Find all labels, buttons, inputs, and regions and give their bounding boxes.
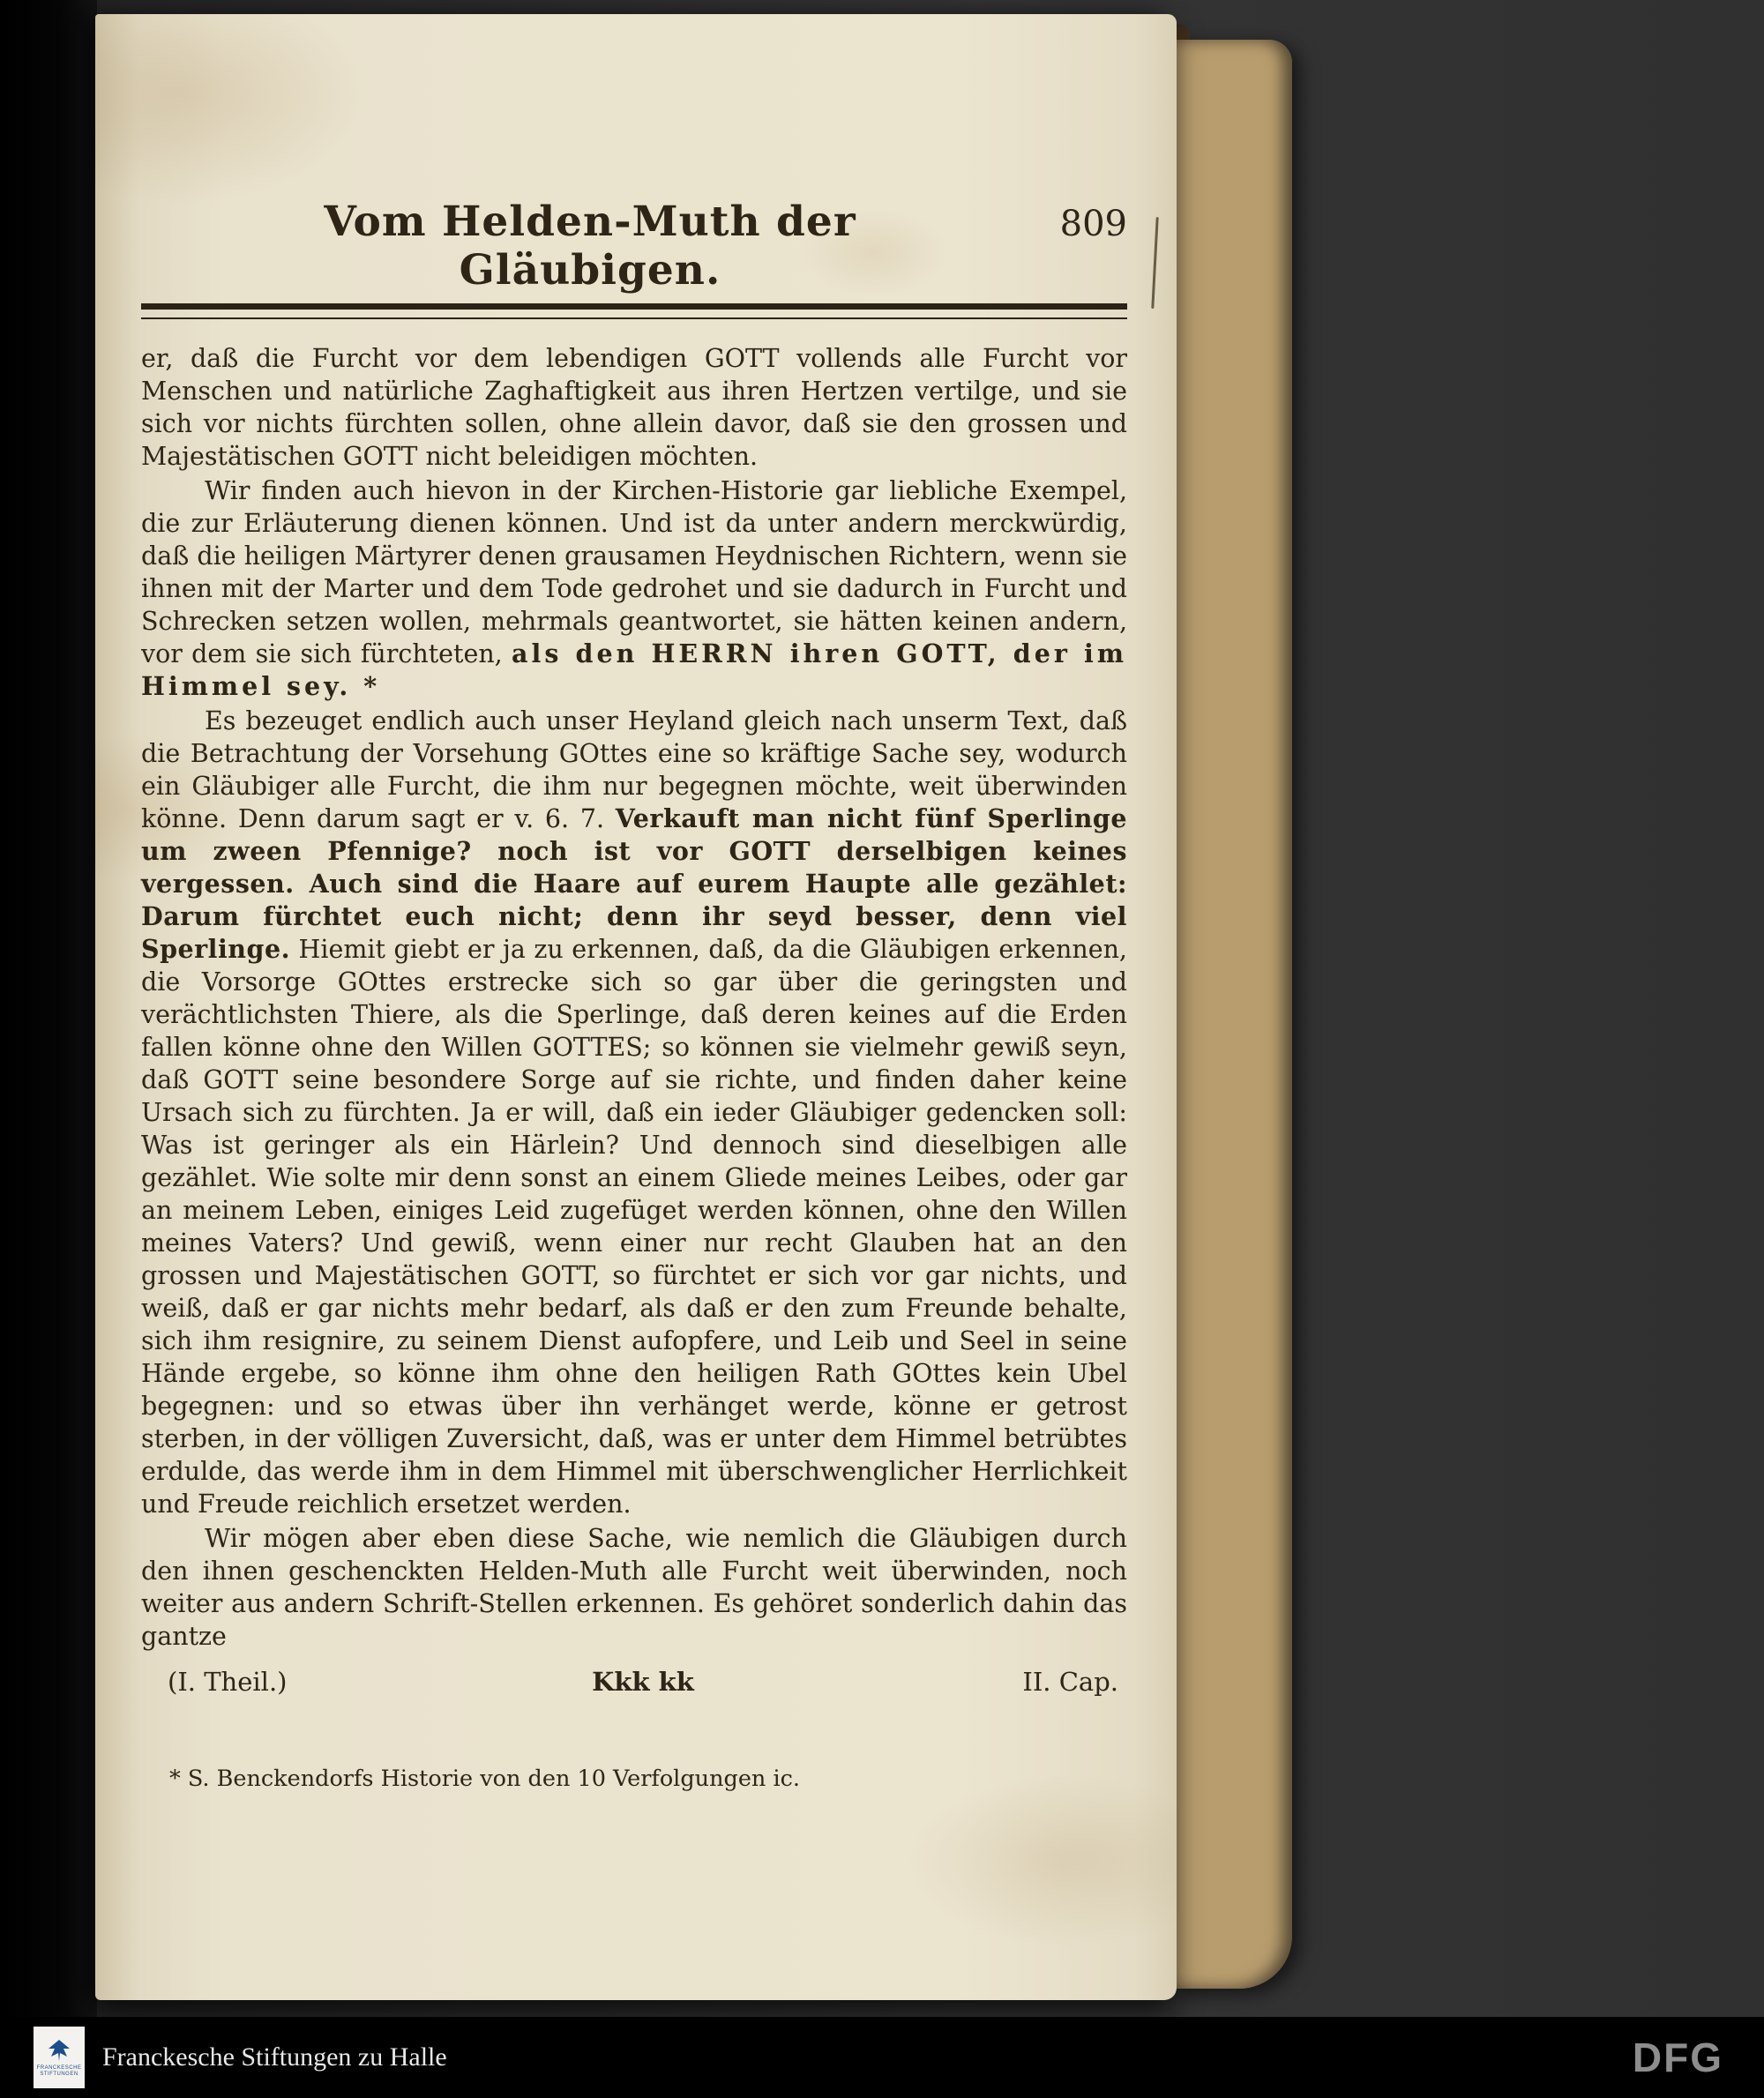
paragraph-2: [141, 474, 1127, 703]
chapter-label: II. Cap.: [1022, 1667, 1118, 1697]
margin-ink-mark: [1151, 217, 1158, 309]
paragraph-3: [141, 705, 1127, 1520]
book-page: [95, 14, 1177, 2000]
logo-caption: FRANCKESCHE STIFTUNGEN: [36, 2065, 82, 2077]
paragraph-4-text: Wir mögen aber eben diese Sache, wie nemlich die Gläubigen durch den ihnen geschenckten Helden-Muth alle Furcht weit überwinden, noch weiter aus andern Schrift-Stellen erkennen. Es gehöret sonderlich dahin das gantze: [141, 1524, 1127, 1651]
page-fore-edge: [1169, 40, 1292, 1989]
body-text: [141, 342, 1127, 1653]
paragraph-3-text-a: Es bezeuget endlich auch unser Heyland gleich nach unserm Text, daß die Betrachtung der Vorsehung GOttes eine so kräftige Sache sey, wodurch ein Gläubiger alle Furcht, die ihm nur begegnen möchte, weit überwinden könne. Denn darum sagt er v. 6. 7.: [141, 706, 1127, 833]
paragraph-3-scripture-quote: Verkauft man nicht fünf Sperlinge um zween Pfennige? noch ist vor GOTT derselbigen keines vergessen. Auch sind die Haare auf eurem Haupte alle gezählet: Darum fürchtet euch nicht; denn ihr seyd besser, denn viel Sperlinge.: [141, 803, 1127, 964]
running-header: [141, 198, 1127, 295]
page-content: [141, 198, 1127, 1792]
paragraph-3-text-b: Hiemit giebt er ja zu erkennen, daß, da die Gläubigen erkennen, die Vorsorge GOttes erstrecke sich so gar über die geringsten und verächtlichsten Thiere, als die Sperlinge, daß deren keines auf die Erden fallen könne ohne den Willen GOTTES; so können sie vielmehr gewiß seyn, daß GOTT seine besondere Sorge auf sie richte, und finden daher keine Ursach sich zu fürchten. Ja er will, daß ein ieder Gläubiger gedencken soll: Was ist geringer als ein Härlein? Und dennoch sind dieselbigen alle gezählet. Wie solte mir denn sonst an einem Gliede meines Leibes, oder gar an meinem Leben, einiges Leid zugefüget werden können, ohne den Willen meines Vaters? Und gewiß, wenn einer nur recht Glauben hat an den grossen und Majestätischen GOTT, so fürchtet er sich vor gar nichts, und weiß, daß er gar nichts mehr bedarf, als daß er den zum Freunde behalte, sich ihm resignire, zu seinem Dienst aufopfere, und Leib und Seel in seine Hände ergebe, so könne ihm ohne den heiligen Rath GOttes kein Ubel begegnen: und so etwas über ihn verhänget werde, könne er getrost sterben, in der völligen Zuversicht, daß, was er unter dem Himmel betrübtes erdulde, das werde ihm in dem Himmel mit überschwenglicher Herrlichkeit und Freude reichlich ersetzet werden.: [141, 935, 1127, 1519]
page-number: 809: [1059, 204, 1127, 244]
paragraph-2-text: Wir finden auch hievon in der Kirchen-Historie gar liebliche Exempel, die zur Erläuterung dienen können. Und ist da unter andern merckwürdig, daß die heiligen Märtyrer denen grausamen Heydnischen Richtern, wenn sie ihnen mit der Marter und dem Tode gedrohet und sie dadurch in Furcht und Schrecken setzen wollen, mehrmals geantwortet, sie hätten keinen andern, vor dem sie sich fürchteten,: [141, 476, 1127, 668]
viewer-footer-bar: [0, 2017, 1764, 2098]
eagle-emblem-icon: [46, 2037, 72, 2064]
header-rule: [141, 303, 1127, 319]
signature-catchword: Kkk kk: [592, 1667, 694, 1697]
header-title: Vom Helden-Muth der Gläubigen.: [324, 198, 856, 295]
institution-name: Franckesche Stiftungen zu Halle: [102, 2042, 447, 2072]
franckesche-stiftungen-logo: [34, 2027, 85, 2088]
book-gutter-shadow: [0, 0, 97, 2020]
part-label: (I. Theil.): [168, 1667, 288, 1697]
paragraph-4: [141, 1522, 1127, 1653]
footnote: * S. Benckendorfs Historie von den 10 Verfolgungen ic.: [169, 1766, 800, 1792]
paragraph-2-emphasis: als den HERRN ihren GOTT, der im Himmel sey. *: [141, 638, 1127, 701]
dfg-logo: DFG: [1632, 2035, 1723, 2080]
paragraph-1-text: er, daß die Furcht vor dem lebendigen GOTT vollends alle Furcht vor Menschen und natürliche Zaghaftigkeit aus ihren Hertzen vertilge, und sie sich vor nichts fürchten sollen, ohne allein davor, daß sie den grossen und Majestätischen GOTT nicht beleidigen möchten.: [141, 344, 1127, 471]
paragraph-1: [141, 342, 1127, 473]
page-footer: [141, 1667, 1127, 1697]
